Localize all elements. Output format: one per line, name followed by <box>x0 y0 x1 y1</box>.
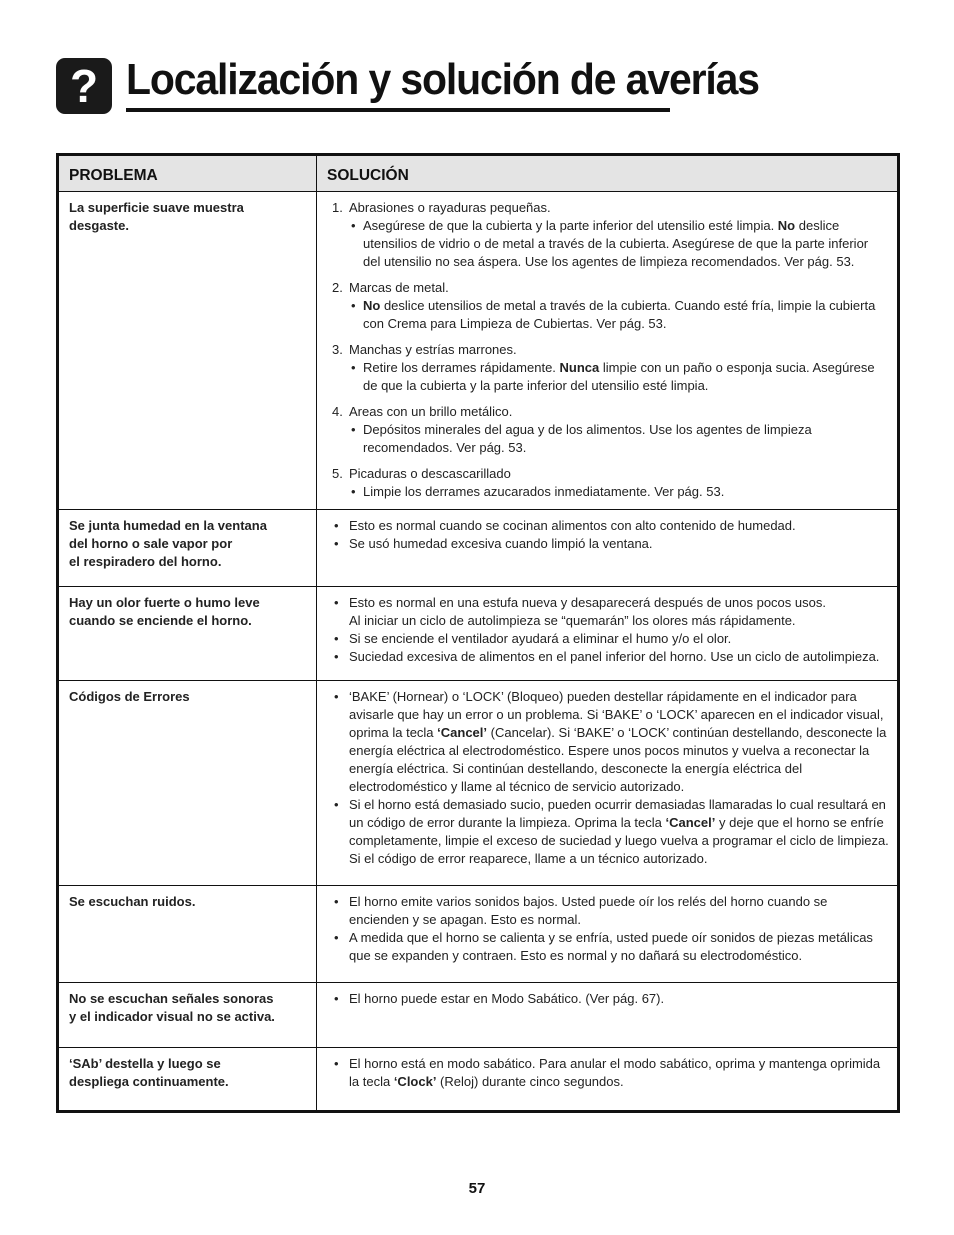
item-title: Picaduras o descascarillado <box>349 466 511 481</box>
bullet-item: • Suciedad excesiva de alimentos en el panel inferior del horno. Use un ciclo de autolimpieza. <box>332 648 889 666</box>
problem-cell <box>58 1048 317 1112</box>
item-title: Abrasiones o rayaduras pequeñas. <box>349 200 551 215</box>
bullet-item <box>349 217 889 271</box>
page-title: Localización y solución de averías <box>126 55 759 104</box>
item-title: Marcas de metal. <box>349 280 449 295</box>
solution-cell <box>317 1048 899 1112</box>
table-row <box>58 510 899 587</box>
bullet-text: El horno está en modo sabático. Para anular el modo sabático, oprima y mantenga oprimida la tecla <box>349 1056 881 1089</box>
table-row <box>58 1048 899 1112</box>
column-header-solution: SOLUCIÓN <box>317 155 899 192</box>
item-number: 4. <box>332 404 343 419</box>
bold-text: No <box>777 218 796 233</box>
bold-text: ‘Clock’ <box>393 1074 437 1089</box>
table-row <box>58 983 899 1048</box>
bullet-text: • Esto es normal en una estufa nueva y desaparecerá después de unos pocos usos. <box>349 595 826 610</box>
problem-cell <box>58 192 317 510</box>
problem-text: Se escuchan ruidos. <box>69 894 196 909</box>
column-header-problem: PROBLEMA <box>58 155 317 192</box>
table-row <box>58 192 899 510</box>
item-number: 5. <box>332 466 343 481</box>
bold-text: ‘Cancel’ <box>665 815 716 830</box>
table-row <box>58 587 899 681</box>
problem-text: Hay un olor fuerte o humo leve <box>69 595 260 610</box>
problem-text: Códigos de Errores <box>69 689 190 704</box>
bullet-text: deslice utensilios de metal a través de la cubierta. Cuando esté fría, limpie la cubierta con Crema para Limpieza de Cubiertas. Ver pág. 53. <box>363 298 876 331</box>
problem-text: La superficie suave muestra <box>69 200 244 215</box>
numbered-item <box>332 403 889 457</box>
solution-cell <box>317 192 899 510</box>
problem-text: del horno o sale vapor por <box>69 536 233 551</box>
solution-cell <box>317 681 899 886</box>
problem-cell <box>58 886 317 983</box>
bullet-text: (Cancelar). Si ‘BAKE’ o ‘LOCK’ continúan destellando, desconecte la energía eléctrica al electrodoméstico. Espere unos pocos minutos y vuelva a reconectar la energía eléctrica. Si continúan destellando, desconecte la energía eléctrica del electrodoméstico y llame al técnico de servicio autorizado. <box>349 725 887 794</box>
bullet-item: • El horno emite varios sonidos bajos. Usted puede oír los relés del horno cuando se encienden y se apagan. Esto es normal. <box>332 893 889 929</box>
troubleshooting-table <box>56 153 900 1113</box>
problem-text: cuando se enciende el horno. <box>69 613 252 628</box>
problem-text: desgaste. <box>69 218 129 233</box>
bullet-item <box>349 359 889 395</box>
bullet-item <box>332 1055 889 1091</box>
bullet-item <box>332 688 889 796</box>
solution-cell <box>317 510 899 587</box>
numbered-item <box>332 465 889 501</box>
bullet-item: • Se usó humedad excesiva cuando limpió la ventana. <box>332 535 889 553</box>
bullet-text: Asegúrese de que la cubierta y la parte inferior del utensilio esté limpia. <box>363 218 778 233</box>
item-title: Manchas y estrías marrones. <box>349 342 517 357</box>
numbered-item <box>332 199 889 271</box>
bullet-text: Retire los derrames rápidamente. <box>363 360 560 375</box>
numbered-item <box>332 341 889 395</box>
bullet-item: • A medida que el horno se calienta y se enfría, usted puede oír sonidos de piezas metálicas que se expanden y contraen. Esto es normal y no dañará su electrodoméstico. <box>332 929 889 965</box>
table-row <box>58 681 899 886</box>
page-number: 57 <box>468 1180 486 1197</box>
problem-text: y el indicador visual no se activa. <box>69 1009 275 1024</box>
problem-text: despliega continuamente. <box>69 1074 229 1089</box>
item-number: 3. <box>332 342 343 357</box>
question-mark-icon: ? <box>56 58 112 114</box>
bullet-text: (Reloj) durante cinco segundos. <box>436 1074 624 1089</box>
bullet-item <box>332 796 889 868</box>
bullet-text: limpie con un paño o esponja sucia. Asegúrese de que la cubierta y la parte inferior del utensilio esté limpia. <box>363 360 875 393</box>
bullet-text: deslice utensilios de vidrio o de metal a través de la cubierta. Asegúrese de que la parte inferior del utensilio no sea áspera. Use los agentes de limpieza recomendados. Ver pág. 53. <box>363 218 869 269</box>
bold-text: Nunca <box>559 360 600 375</box>
table-header-row <box>58 155 899 192</box>
item-number: 2. <box>332 280 343 295</box>
problem-cell <box>58 510 317 587</box>
table-row <box>58 886 899 983</box>
problem-cell <box>58 587 317 681</box>
bullet-text: y deje que el horno se enfríe completamente, limpie el exceso de suciedad y luego vuelva a programar el ciclo de limpieza. Si el código de error reaparece, llame a un técnico autorizado. <box>349 815 889 866</box>
problem-text: No se escuchan señales sonoras <box>69 991 274 1006</box>
bullet-text: Al iniciar un ciclo de autolimpieza se “quemarán” los olores más rápidamente. <box>349 613 796 628</box>
solution-cell <box>317 587 899 681</box>
item-number: 1. <box>332 200 343 215</box>
problem-text: ‘SAb’ destella y luego se <box>69 1056 221 1071</box>
title-underline <box>126 108 670 112</box>
bullet-item: • El horno puede estar en Modo Sabático. (Ver pág. 67). <box>332 990 889 1008</box>
bullet-text: Si el horno está demasiado sucio, pueden ocurrir demasiadas llamaradas lo cual resultará en un código de error durante la limpieza. Oprima la tecla <box>349 797 886 830</box>
problem-text: el respiradero del horno. <box>69 554 222 569</box>
bold-text: ‘Cancel’ <box>437 725 488 740</box>
bold-text: No <box>363 298 381 313</box>
problem-cell <box>58 983 317 1048</box>
bullet-item: • Limpie los derrames azucarados inmediatamente. Ver pág. 53. <box>349 483 889 501</box>
item-title: Areas con un brillo metálico. <box>349 404 513 419</box>
bullet-item <box>349 297 889 333</box>
problem-text: Se junta humedad en la ventana <box>69 518 267 533</box>
bullet-text: ‘BAKE’ (Hornear) o ‘LOCK’ (Bloqueo) pueden destellar rápidamente en el indicador para avisarle que hay un error o un problema. Si ‘BAKE’ o ‘LOCK’ aparecen en el indicador visual, oprima la tecla <box>349 689 884 740</box>
numbered-item <box>332 279 889 333</box>
bullet-item: • Depósitos minerales del agua y de los alimentos. Use los agentes de limpieza recomendados. Ver pág. 53. <box>349 421 889 457</box>
solution-cell <box>317 886 899 983</box>
solution-cell <box>317 983 899 1048</box>
bullet-item: • Si se enciende el ventilador ayudará a eliminar el humo y/o el olor. <box>332 630 889 648</box>
page-header <box>56 52 759 116</box>
problem-cell <box>58 681 317 886</box>
bullet-item <box>332 594 889 630</box>
bullet-item: • Esto es normal cuando se cocinan alimentos con alto contenido de humedad. <box>332 517 889 535</box>
